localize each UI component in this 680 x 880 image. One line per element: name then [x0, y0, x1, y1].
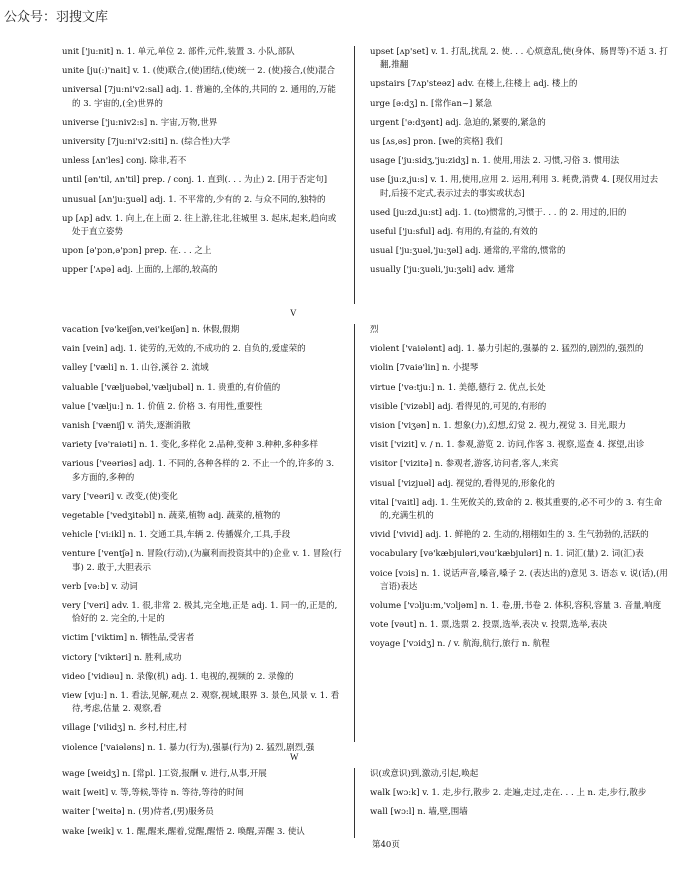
dictionary-entry: up [ʌp] adv. 1. 向上,在上面 2. 往上游,往北,往城里 3. 起床,起来,趋向或处于直立姿势 — [62, 213, 337, 238]
dictionary-entry: urge [ə:dʒ] n. [常作an~] 紧急 — [370, 98, 493, 109]
w-left-column — [62, 768, 344, 845]
dictionary-entry: unit ['ju:nit] n. 1. 单元,单位 2. 部件,元件,装置 3. 小队,部队 — [62, 47, 295, 57]
v-right-column — [370, 324, 668, 658]
dictionary-entry: vacation [və'keiʃən,vei'keiʃən] n. 休假,假期 — [62, 325, 240, 335]
dictionary-entry: usage ['ju:sidʒ,'ju:zidʒ] n. 1. 使用,用法 2. 习惯,习俗 3. 惯用法 — [370, 156, 620, 167]
w-right-column — [370, 768, 668, 826]
dictionary-entry: 识(或意识)到,激动,引起,唤起 — [370, 769, 479, 779]
dictionary-entry: upon [ə'pɔn,ə'pɔn] prep. 在. . . 之上 — [62, 246, 212, 257]
dictionary-entry: victory ['viktəri] n. 胜利,成功 — [62, 652, 182, 663]
dictionary-entry: unusual [ʌn'ju:ʒuəl] adj. 1. 不平常的,少有的 2. 与众不同的,独特的 — [62, 194, 326, 205]
dictionary-entry: vehicle ['vi:ikl] n. 1. 交通工具,车辆 2. 传播媒介,工具,手段 — [62, 530, 291, 541]
column-divider — [354, 324, 355, 742]
dictionary-entry: wage [weidʒ] n. [常pl. ]工资,报酬 v. 进行,从事,开展 — [62, 769, 267, 779]
dictionary-entry: violent ['vaiələnt] adj. 1. 暴力引起的,强暴的 2. 猛烈的,剧烈的,强烈的 — [370, 344, 644, 355]
column-divider — [354, 46, 355, 304]
dictionary-entry: unite [ju(:)'nait] v. 1. (使)联合,(使)团结,(使)统一 2. (使)接合,(使)混合 — [62, 66, 336, 77]
dictionary-entry: universe ['ju:niv2:s] n. 宇宙,万物,世界 — [62, 117, 218, 128]
section-v — [62, 324, 670, 753]
dictionary-entry: volume ['vɔlju:m,'vɔljəm] n. 1. 卷,册,书卷 2. 体积,容积,容量 3. 音量,响度 — [370, 601, 662, 612]
u-right-column — [370, 46, 668, 284]
dictionary-entry: unless [ʌn'les] conj. 除非,若不 — [62, 156, 187, 167]
dictionary-entry: walk [wɔ:k] v. 1. 走,步行,散步 2. 走遍,走过,走在. . . 上 n. 走,步行,散步 — [370, 788, 647, 799]
dictionary-entry: variety [və'raiəti] n. 1. 变化,多样化 2.品种,变种 3.种种,多种多样 — [62, 440, 319, 451]
dictionary-entry: used [ju:zd,ju:st] adj. 1. (to)惯常的,习惯于. . . 的 2. 用过的,旧的 — [370, 207, 627, 218]
dictionary-entry: vegetable ['vedʒitəbl] n. 蔬菜,植物 adj. 蔬菜的,植物的 — [62, 511, 281, 522]
dictionary-entry: wall [wɔ:l] n. 墙,壁,围墙 — [370, 807, 468, 818]
dictionary-entry: useful ['ju:sful] adj. 有用的,有益的,有效的 — [370, 227, 538, 238]
dictionary-entry: vote [vəut] n. 1. 票,选票 2. 投票,选举,表决 v. 投票,选举,表决 — [370, 620, 608, 631]
dictionary-entry: very ['veri] adv. 1. 很,非常 2. 极其,完全地,正是 adj. 1. 同一的,正是的,恰好的 2. 完全的,十足的 — [62, 601, 338, 625]
dictionary-entry: universal [7ju:ni'v2:sal] adj. 1. 普遍的,全体的,共同的 2. 通用的,万能的 3. 宇宙的,(全)世界的 — [62, 85, 336, 109]
dictionary-entry: visual ['vizjuəl] adj. 视觉的,看得见的,形象化的 — [370, 478, 555, 489]
dictionary-entry: view [vju:] n. 1. 看法,见解,观点 2. 观察,视域,眼界 3. 景色,风景 v. 1. 看待,考虑,估量 2. 观察,看 — [62, 691, 340, 715]
dictionary-entry: valley ['væli] n. 1. 山谷,溪谷 2. 流域 — [62, 363, 209, 374]
dictionary-entry: urgent ['ə:dʒənt] adj. 急迫的,紧要的,紧急的 — [370, 117, 546, 128]
v-left-column — [62, 324, 344, 761]
dictionary-entry: upper ['ʌpə] adj. 上面的,上部的,较高的 — [62, 265, 218, 276]
watermark-text: 公众号：羽搜文库 — [4, 10, 109, 25]
dictionary-entry: waiter ['weitə] n. (男)侍者,(男)服务员 — [62, 807, 214, 818]
dictionary-entry: vivid ['vivid] adj. 1. 鲜艳的 2. 生动的,栩栩如生的 3. 生气勃勃的,活跃的 — [370, 530, 649, 541]
dictionary-entry: voyage ['vɔidʒ] n. / v. 航海,航行,旅行 n. 航程 — [370, 639, 550, 650]
dictionary-entry: university [7ju:ni'v2:siti] n. (综合性)大学 — [62, 137, 231, 148]
letter-heading-v: V — [290, 308, 297, 318]
dictionary-entry: us [ʌs,əs] pron. [we的宾格] 我们 — [370, 137, 503, 148]
section-w — [62, 768, 670, 838]
dictionary-entry: vanish ['væniʃ] v. 消失,逐渐消散 — [62, 421, 191, 432]
dictionary-entry: upstairs [7ʌp'steəz] adv. 在楼上,往楼上 adj. 楼上的 — [370, 79, 578, 90]
letter-heading-w: W — [290, 752, 299, 762]
dictionary-entry: video ['vidiəu] n. 录像(机) adj. 1. 电视的,视频的 2. 录像的 — [62, 671, 294, 682]
dictionary-entry: vain [vein] adj. 1. 徒劳的,无效的,不成功的 2. 自负的,爱虚荣的 — [62, 344, 306, 355]
page-number: 第40页 — [372, 840, 400, 850]
dictionary-entry: venture ['ventʃə] n. 冒险(行动),(为赢利而投资其中的)企业 v. 1. 冒险(行事) 2. 敢于,大胆表示 — [62, 549, 342, 573]
dictionary-entry: usual ['ju:ʒuəl,'ju:ʒəl] adj. 通常的,平常的,惯常的 — [370, 246, 566, 257]
dictionary-entry: visitor ['vizitə] n. 参观者,游客,访问者,客人,来宾 — [370, 459, 559, 470]
dictionary-entry: usually ['ju:ʒuəli,'ju:ʒəli] adv. 通常 — [370, 265, 515, 276]
dictionary-entry: victim ['viktim] n. 牺牲品,受害者 — [62, 633, 195, 644]
u-left-column — [62, 46, 344, 284]
dictionary-entry: verb [və:b] v. 动词 — [62, 581, 138, 592]
dictionary-entry: vision ['viʒən] n. 1. 想象(力),幻想,幻觉 2. 视力,视觉 3. 目光,眼力 — [370, 421, 627, 432]
dictionary-entry: voice [vɔis] n. 1. 说话声音,嗓音,嗓子 2. (表达出的)意见 3. 语态 v. 说(话),(用言语)表达 — [370, 568, 668, 592]
dictionary-entry: various ['veəriəs] adj. 1. 不同的,各种各样的 2. 不止一个的,许多的 3. 多方面的,多种的 — [62, 459, 335, 483]
dictionary-entry: visit ['vizit] v. / n. 1. 参观,游览 2. 访问,作客 3. 视察,巡查 4. 探望,出诊 — [370, 440, 645, 451]
dictionary-entry: valuable ['væljuəbəl,'væljubəl] n. 1. 贵重的,有价值的 — [62, 382, 281, 393]
dictionary-entry: virtue ['və:tju:] n. 1. 美德,德行 2. 优点,长处 — [370, 382, 546, 393]
dictionary-entry: 烈 — [370, 325, 379, 335]
dictionary-entry: village ['vilidʒ] n. 乡村,村庄,村 — [62, 723, 187, 734]
dictionary-entry: visible ['vizəbl] adj. 看得见的,可见的,有形的 — [370, 401, 547, 412]
dictionary-entry: wake [weik] v. 1. 醒,醒来,醒着,觉醒,醒悟 2. 唤醒,弄醒 3. 使认 — [62, 826, 305, 837]
dictionary-entry: value ['vælju:] n. 1. 价值 2. 价格 3. 有用性,重要性 — [62, 401, 263, 412]
dictionary-entry: use [ju:z,ju:s] v. 1. 用,使用,应用 2. 运用,利用 3. 耗费,消费 4. [现仅用过去时,后接不定式,表示过去的事实或状态] — [370, 175, 659, 199]
dictionary-entry: vary ['veəri] v. 改变,(使)变化 — [62, 491, 178, 502]
dictionary-entry: vital ['vaitl] adj. 1. 生死攸关的,致命的 2. 极其重要的,必不可少的 3. 有生命的,充满生机的 — [370, 497, 663, 522]
dictionary-entry: upset [ʌp'set] v. 1. 打乱,扰乱 2. 使. . . 心烦意乱,使(身体、肠胃等)不适 3. 打翻,推翻 — [370, 47, 668, 71]
dictionary-entry: violence ['vaiələns] n. 1. 暴力(行为),强暴(行为) 2. 猛烈,剧烈,强 — [62, 742, 315, 753]
dictionary-entry: violin [7vaiə'lin] n. 小提琴 — [370, 363, 479, 374]
dictionary-entry: until [ən'til, ʌn'til] prep. / conj. 1. 直到(. . . 为止) 2. [用于否定句] — [62, 175, 328, 186]
column-divider — [354, 768, 355, 838]
dictionary-entry: wait [weit] v. 等,等候,等待 n. 等待,等待的时间 — [62, 788, 244, 799]
dictionary-entry: vocabulary [və'kæbjuləri,vəu'kæbjuləri] n. 1. 词汇(量) 2. 词(汇)表 — [370, 549, 644, 560]
section-u — [62, 46, 670, 306]
